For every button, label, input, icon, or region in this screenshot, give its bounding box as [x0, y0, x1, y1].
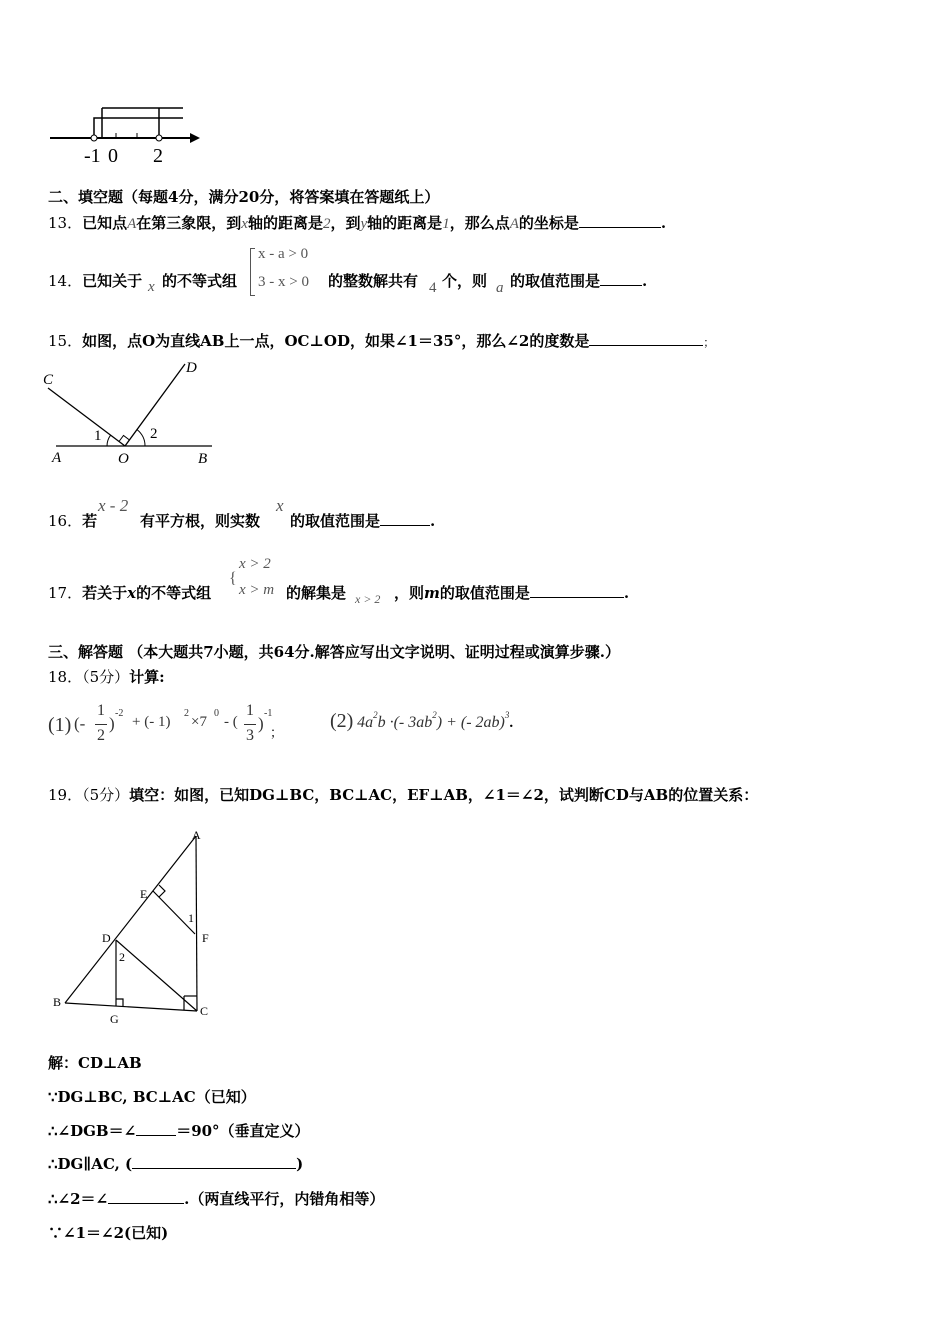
solution-line-3 — [48, 1120, 310, 1141]
q13-var: 2 — [322, 216, 331, 232]
q17-text: 若关于 — [82, 584, 128, 602]
q14-var: a — [496, 280, 504, 296]
q16-text: 有平方根，则实数 — [140, 512, 261, 530]
q18-frac-num: 1 — [246, 702, 254, 719]
q19-text: 填空：如图，已知DG⊥BC，BC⊥AC，EF⊥AB，∠1＝∠2，试判断CD与AB的位置关系： — [129, 786, 759, 804]
solution-line-6: ∵∠1＝∠2(已知) — [48, 1224, 169, 1242]
question-15 — [48, 330, 714, 351]
fig19-label: 2 — [119, 950, 125, 964]
q18-e1-close-exp: -1 — [264, 708, 273, 719]
solution-line-2: ∵DG⊥BC, BC⊥AC（已知） — [48, 1088, 256, 1106]
solution-text: .（两直线平行，内错角相等） — [184, 1190, 385, 1208]
solution-text: ) — [296, 1155, 304, 1173]
numberline-label: -1 — [84, 145, 101, 167]
q18-e1-times: ×7 — [191, 714, 207, 730]
numberline-label: 2 — [153, 145, 163, 167]
q14-row2: 3 - x > 0 — [258, 274, 309, 290]
q17-text: 的取值范围是 — [439, 584, 530, 602]
q18-e1-exp: -2 — [115, 708, 124, 719]
section2-heading: 二、填空题（每题4分，满分20分，将答案填在答题纸上） — [48, 188, 440, 206]
q18-e2: ) + (- 2ab) — [436, 714, 505, 731]
q15-text: 如图，点O为直线AB上一点，OC⊥OD，如果∠1＝35°，那么∠2的度数是 — [82, 332, 590, 350]
q18-e1-pow: ) — [109, 714, 115, 733]
q18-score: （5分） — [82, 668, 130, 686]
fig19-label: G — [110, 1012, 119, 1026]
q17-end: . — [623, 584, 630, 602]
question-14 — [48, 246, 688, 304]
q13-text: ，那么点 — [449, 214, 510, 232]
q13-end: . — [660, 214, 667, 232]
q16-var: x — [276, 496, 284, 515]
solution-text: ∴DG∥AC, ( — [48, 1155, 133, 1173]
q16-end: . — [430, 512, 436, 530]
q14-row1: x - a > 0 — [258, 246, 309, 262]
q15-angle-figure — [40, 358, 220, 468]
fig19-label: C — [200, 1004, 209, 1018]
q17-solution: x > 2 — [355, 592, 381, 606]
question-17 — [48, 556, 688, 608]
q14-answer-blank[interactable] — [600, 271, 642, 286]
question-19 — [48, 784, 758, 805]
q19-triangle-figure — [48, 826, 228, 1032]
fig15-label: O — [118, 451, 129, 467]
q18-e2: b ·(- 3ab — [377, 714, 433, 731]
question-13 — [48, 212, 666, 233]
q18-e1-mid-exp: 2 — [184, 708, 189, 719]
fig15-label: A — [52, 450, 62, 466]
q17-row2: x > m — [239, 582, 275, 598]
section3-heading: 三、解答题 （本大题共7小题，共64分.解答应写出文字说明、证明过程或演算步骤.） — [48, 643, 620, 661]
q17-var: m — [424, 584, 440, 602]
q18-number: 18． — [48, 668, 83, 686]
q14-var: 4 — [429, 280, 437, 296]
q18-semicolon: ； — [270, 726, 284, 741]
q18-expression-2 — [330, 710, 513, 733]
question-18 — [48, 666, 165, 687]
fig19-label: D — [102, 931, 111, 945]
q14-text: 已知关于 — [82, 272, 143, 290]
q18-title: 计算: — [129, 668, 165, 686]
q16-expr: x - 2 — [98, 496, 129, 515]
q13-text: ，到 — [330, 214, 361, 232]
fig19-label: B — [53, 995, 62, 1009]
q16-text: 若 — [82, 512, 98, 530]
q13-answer-blank[interactable] — [579, 213, 661, 228]
q18-frac-den: 2 — [97, 727, 105, 744]
q17-text: 的解集是 — [286, 584, 347, 602]
q18-expression-1 — [48, 700, 288, 752]
fig19-label: 1 — [188, 911, 194, 925]
q19-score: （5分） — [82, 786, 130, 804]
q17-number: 17． — [48, 584, 83, 602]
fig15-label: D — [186, 360, 197, 376]
q16-answer-blank[interactable] — [380, 511, 430, 526]
q18-e1-close: ) — [258, 714, 264, 733]
q14-text: 的整数解共有 — [328, 272, 419, 290]
q14-end: . — [642, 272, 648, 290]
q17-var: x — [127, 584, 137, 602]
q19-number: 19． — [48, 786, 83, 804]
q18-e1-minus: - ( — [224, 714, 238, 730]
question-16 — [48, 496, 548, 536]
q18-part1: (1) — [48, 714, 72, 736]
number-line-figure — [40, 100, 210, 170]
q14-text: 的取值范围是 — [510, 272, 601, 290]
q18-e2-exp: 2 — [432, 710, 437, 720]
q18-e2-exp: 3 — [504, 710, 510, 720]
fig19-label: F — [202, 931, 209, 945]
fig19-label: A — [192, 828, 201, 842]
q14-text: 的不等式组 — [162, 272, 238, 290]
q13-text: 在第三象限，到 — [136, 214, 242, 232]
q16-number: 16． — [48, 512, 83, 530]
q18-e2-end: . — [509, 715, 514, 731]
fig15-label: C — [43, 372, 54, 388]
q13-text: 的坐标是 — [518, 214, 579, 232]
solution-line-1: 解：CD⊥AB — [48, 1054, 142, 1072]
q18-e2: 4a — [357, 714, 374, 731]
q15-number: 15． — [48, 332, 83, 350]
solution-line-5 — [48, 1188, 384, 1209]
q18-frac-bar — [244, 724, 256, 725]
q13-text: 已知点 — [82, 214, 128, 232]
q16-text: 的取值范围是 — [290, 512, 381, 530]
solution-text: ∴∠2＝∠ — [48, 1190, 109, 1208]
q13-number: 13． — [48, 214, 83, 232]
q15-answer-blank[interactable] — [589, 331, 703, 346]
q13-var: A — [509, 216, 519, 232]
q14-var: x — [148, 279, 155, 295]
q17-answer-blank[interactable] — [530, 583, 624, 598]
q14-brace — [250, 248, 255, 296]
q14-text: 个，则 — [442, 272, 488, 290]
q18-e2-exp: 2 — [373, 710, 378, 720]
q18-frac-bar — [95, 724, 107, 725]
q13-var: A — [127, 216, 137, 232]
q17-text: 的不等式组 — [136, 584, 212, 602]
q18-frac-den: 3 — [246, 727, 254, 744]
solution-blank-3[interactable] — [108, 1189, 184, 1204]
solution-line-4 — [48, 1154, 303, 1173]
solution-blank-2[interactable] — [132, 1154, 296, 1169]
numberline-label: 0 — [108, 145, 118, 167]
q17-text: ，则 — [394, 584, 425, 602]
q13-text: 轴的距离是 — [367, 214, 443, 232]
q15-end: ； — [703, 336, 715, 349]
solution-text: ∴∠DGB＝∠ — [48, 1122, 137, 1140]
q18-frac-num: 1 — [97, 702, 105, 719]
q13-var: y — [360, 216, 368, 232]
fig15-label: 2 — [150, 426, 158, 442]
q14-number: 14． — [48, 272, 83, 290]
solution-blank-1[interactable] — [136, 1121, 176, 1136]
fig19-label: E — [140, 887, 148, 901]
fig15-label: B — [198, 451, 208, 467]
fig15-label: 1 — [94, 428, 102, 444]
q17-brace: { — [229, 570, 237, 587]
q18-e1-open: (- — [74, 714, 86, 733]
q18-e1-times-exp: 0 — [214, 708, 219, 719]
q13-var: x — [241, 216, 248, 232]
q18-part2: (2) — [330, 710, 354, 732]
q13-text: 轴的距离是 — [247, 214, 323, 232]
q13-var: 1 — [442, 216, 450, 232]
solution-text: ＝90°（垂直定义） — [176, 1122, 310, 1140]
q17-row1: x > 2 — [239, 556, 271, 572]
q18-e1-mid: + (- 1) — [132, 714, 171, 730]
